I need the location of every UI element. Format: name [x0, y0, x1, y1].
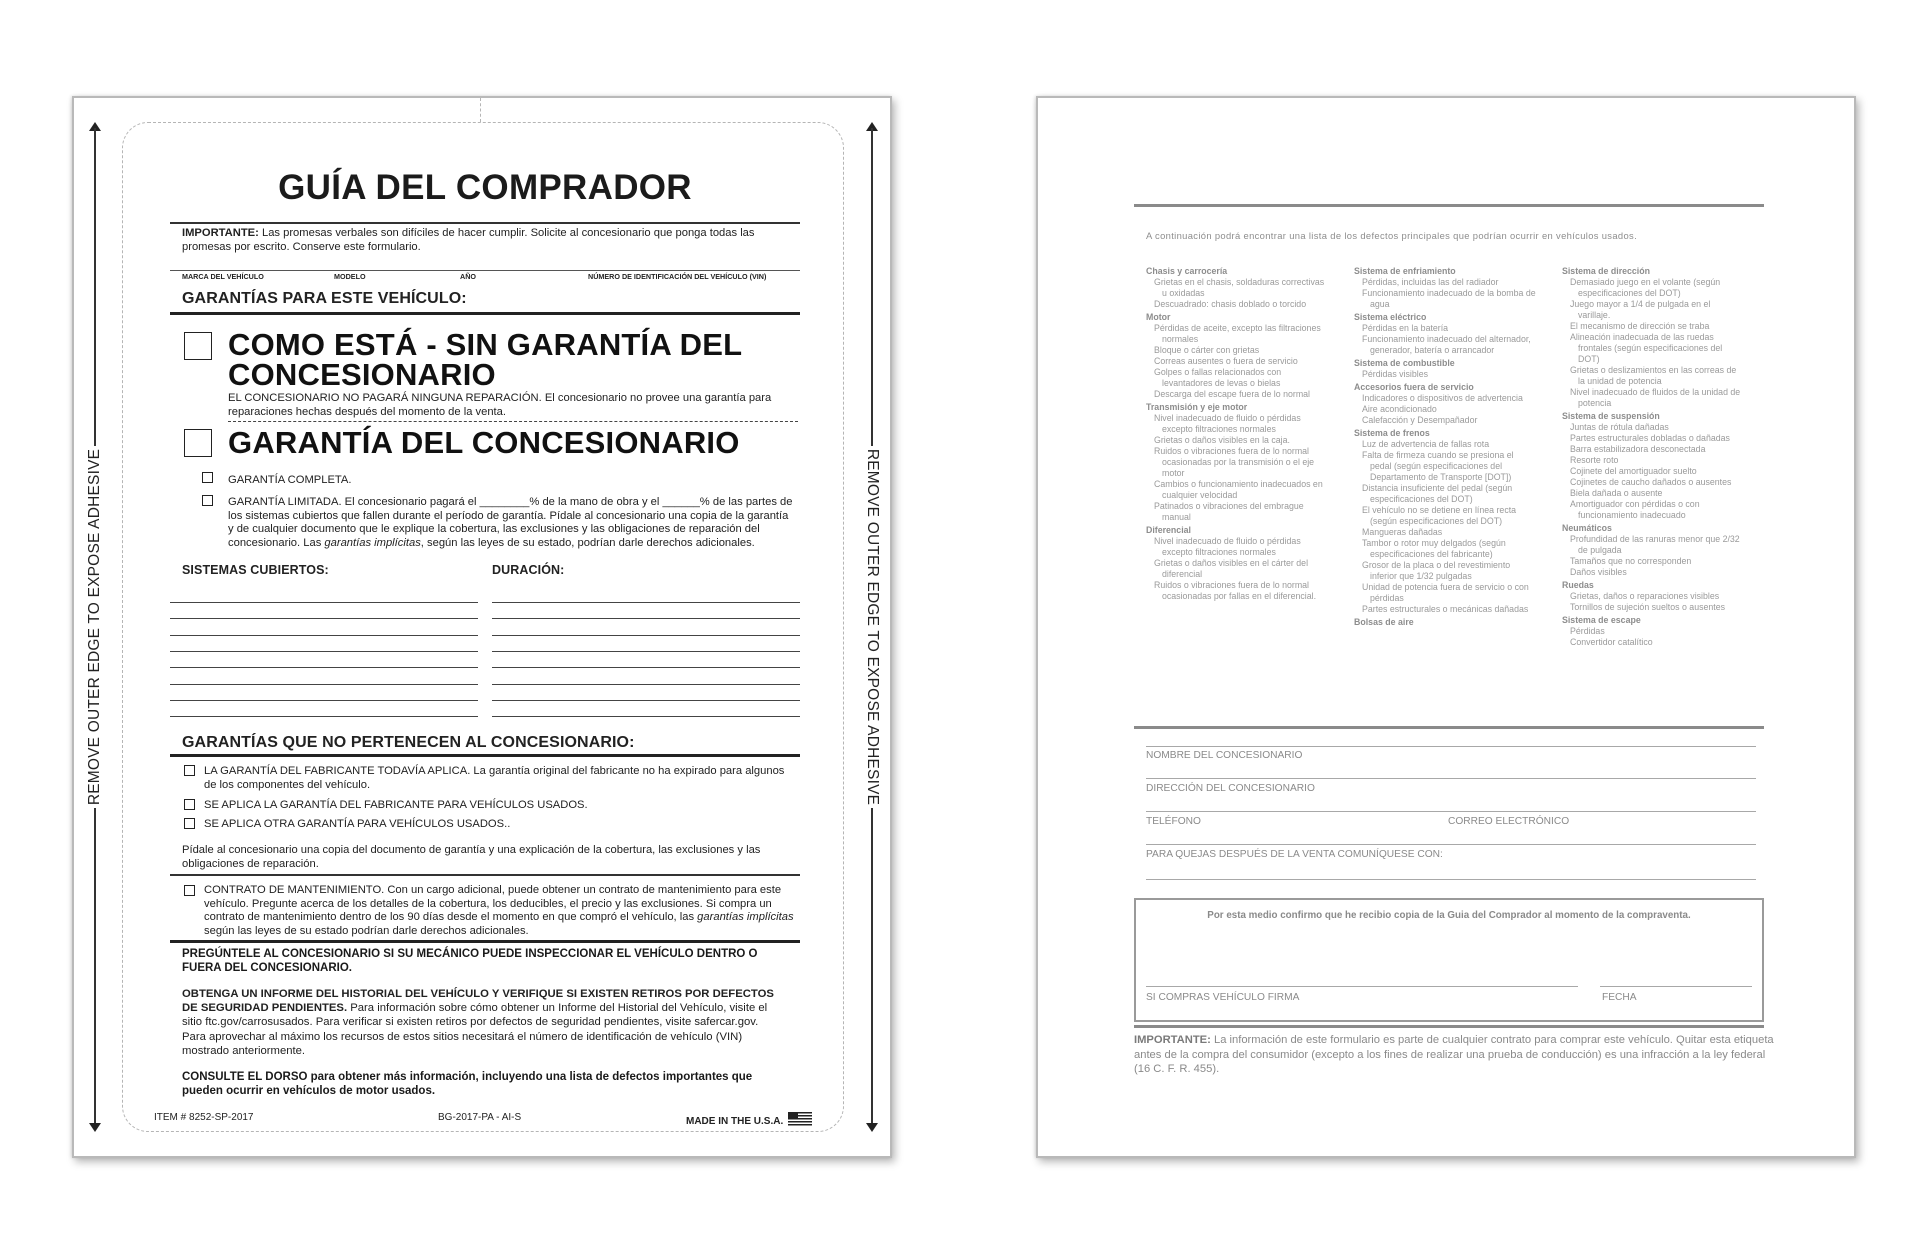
defect-category: Ruedas — [1562, 580, 1594, 590]
limited-warranty-checkbox[interactable] — [202, 495, 213, 506]
defect-category: Sistema de suspensión — [1562, 411, 1660, 421]
left-peel-instruction — [80, 122, 110, 1132]
dealer-warranty-checkbox[interactable] — [184, 429, 212, 457]
used-vehicle-manufacturer-warranty-text: SE APLICA LA GARANTÍA DEL FABRICANTE PARA VEHÍCULOS USADOS. — [204, 799, 588, 811]
perforation-notch — [480, 98, 481, 122]
buyers-guide-back — [1036, 96, 1856, 1158]
defect-item: Aire acondicionado — [1362, 404, 1437, 414]
defect-item: Resorte roto — [1570, 455, 1619, 465]
defect-item: Grosor de la placa o del revestimiento inferior que 1/32 pulgadas — [1362, 560, 1511, 581]
defect-item: Patinados o vibraciones del embrague manual — [1154, 501, 1304, 522]
divider — [170, 874, 800, 876]
defect-item: Grietas, daños o reparaciones visibles — [1570, 591, 1720, 601]
made-in-usa-label: MADE IN THE U.S.A. — [686, 1116, 784, 1127]
form-code: BG-2017-PA - AI-S — [438, 1112, 522, 1123]
defect-item: Partes estructurales o mecánicas dañadas — [1362, 604, 1529, 614]
defect-item: Grietas o daños visibles en la caja. — [1154, 435, 1290, 445]
defect-item: Pérdidas, incluidas las del radiador — [1362, 277, 1499, 287]
defect-item: Convertidor catalítico — [1570, 637, 1653, 647]
divider — [170, 312, 800, 315]
defect-item: Alineación inadecuada de las ruedas frontales (según especificaciones del DOT) — [1570, 332, 1723, 364]
defect-item: Amortiguador con pérdidas o con funcionamiento inadecuado — [1570, 499, 1700, 520]
back-important-notice — [1134, 1033, 1774, 1077]
duration-line[interactable] — [492, 635, 800, 636]
defect-item: Falta de firmeza cuando se presiona el pedal (según especificaciones del Departamento de Transporte [DOT]) — [1362, 450, 1514, 482]
divider — [170, 754, 800, 757]
complaints-line[interactable] — [1146, 844, 1756, 845]
ask-copy-text: Pídale al concesionario una copia del documento de garantía y una explicación de la cobertura, las exclusiones y las obligaciones de reparación. — [182, 844, 761, 870]
defect-category: Sistema de combustible — [1354, 358, 1455, 368]
defect-item: Juego mayor a 1/4 de pulgada en el varillaje. — [1570, 299, 1711, 320]
warranties-heading: GARANTÍAS PARA ESTE VEHÍCULO: — [182, 290, 467, 307]
manufacturer-warranty-checkbox[interactable] — [184, 765, 195, 776]
dashed-separator — [228, 421, 798, 422]
as-is-checkbox[interactable] — [184, 332, 212, 360]
back-important-label: IMPORTANTE: — [1134, 1034, 1211, 1046]
defect-item: Unidad de potencia fuera de servicio o con pérdidas — [1362, 582, 1529, 603]
as-is-heading-line2: CONCESIONARIO — [228, 357, 496, 392]
defect-item: Cojinetes de caucho dañados o ausentes — [1570, 477, 1732, 487]
signature-line[interactable] — [1146, 986, 1578, 987]
defect-item: Mangueras dañadas — [1362, 527, 1443, 537]
defect-item: Ruidos o vibraciones fuera de lo normal ocasionadas por la transmisión o el eje motor — [1154, 446, 1315, 478]
receipt-confirmation-box — [1134, 898, 1764, 1022]
service-contract-text-b: según las leyes de su estado podrían darle derechos adicionales. — [204, 924, 529, 937]
full-warranty-checkbox[interactable] — [202, 472, 213, 483]
dealer-warranty-heading: GARANTÍA DEL CONCESIONARIO — [228, 425, 740, 460]
defect-category: Chasis y carrocería — [1146, 266, 1228, 276]
defect-item: Nivel inadecuado de fluido o pérdidas excepto filtraciones normales — [1154, 413, 1301, 434]
defect-item: Grietas en el chasis, soldaduras correctivas u oxidadas — [1154, 277, 1325, 298]
duration-line[interactable] — [492, 667, 800, 668]
see-back-notice: CONSULTE EL DORSO para obtener más información, incluyendo una lista de defectos importantes que pueden ocurrir en vehículos de motor usados. — [182, 1071, 753, 1098]
vehicle-field-labels — [170, 272, 800, 284]
complaints-label: PARA QUEJAS DESPUÉS DE LA VENTA COMUNÍQUESE CON: — [1146, 849, 1443, 860]
other-used-vehicle-warranty-text: SE APLICA OTRA GARANTÍA PARA VEHÍCULOS USADOS.. — [204, 818, 511, 830]
defect-item: Pérdidas — [1570, 626, 1605, 636]
defect-item: Grietas o deslizamientos en las correas de la unidad de potencia — [1570, 365, 1737, 386]
dealer-name-line[interactable] — [1146, 746, 1756, 747]
defect-category: Sistema de enfriamiento — [1354, 266, 1456, 276]
vehicle-history-text: Para información sobre cómo obtener un Informe del Historial del Vehículo, visite el sitio ftc.gov/carrosusados. Para verificar si existen retiros por defectos de seguridad pendientes, visite safercar.gov. Para aprovechar al máximo los recursos de estos sitios necesitará el número de identificación de vehículo (VIN) mostrado anteriormente. — [182, 1002, 768, 1057]
duration-line[interactable] — [492, 602, 800, 603]
limited-warranty-text-b: , según las leyes de su estado, podrían darle derechos adicionales. — [420, 536, 755, 549]
peel-text: REMOVE OUTER EDGE TO EXPOSE ADHESIVE — [864, 448, 881, 806]
defects-column — [1354, 264, 1548, 648]
duration-line[interactable] — [492, 684, 800, 685]
defect-item: Grietas o daños visibles en el cárter del diferencial — [1154, 558, 1309, 579]
defect-item: Descuadrado: chasis doblado o torcido — [1154, 299, 1307, 309]
defect-item: Luz de advertencia de fallas rota — [1362, 439, 1490, 449]
defects-column — [1146, 264, 1340, 648]
manufacturer-warranty-text: LA GARANTÍA DEL FABRICANTE TODAVÍA APLICA. La garantía original del fabricante no ha expirado para algunos de los componentes del vehículo. — [204, 765, 785, 791]
defects-list — [1146, 264, 1756, 648]
defect-item: Daños visibles — [1570, 567, 1627, 577]
dealer-address-label: DIRECCIÓN DEL CONCESIONARIO — [1146, 783, 1315, 794]
defect-category: Neumáticos — [1562, 523, 1612, 533]
defect-category: Sistema de dirección — [1562, 266, 1651, 276]
defect-item: Distancia insuficiente del pedal (según especificaciones del DOT) — [1362, 483, 1513, 504]
label-make: MARCA DEL VEHÍCULO — [182, 272, 264, 281]
vehicle-history-bold: OBTENGA UN INFORME DEL HISTORIAL DEL VEHÍCULO Y VERIFIQUE SI EXISTEN RETIROS POR DEFECTOS DE SEGURIDAD PENDIENTES. — [182, 988, 774, 1015]
defect-item: Calefacción y Desempañador — [1362, 415, 1478, 425]
systems-covered-line[interactable] — [170, 684, 478, 685]
implied-warranties-italic: garantías implícitas — [697, 911, 794, 924]
important-label: IMPORTANTE: — [182, 227, 259, 239]
page-title: GUÍA DEL COMPRADOR — [278, 168, 692, 207]
duration-line[interactable] — [492, 700, 800, 701]
buyers-guide-front — [72, 96, 892, 1158]
defect-item: Golpes o fallas relacionados con levantadores de levas o bielas — [1154, 367, 1282, 388]
defect-item: Cojinete del amortiguador suelto — [1570, 466, 1697, 476]
divider — [170, 940, 800, 943]
signature-label: SI COMPRAS VEHÍCULO FIRMA — [1146, 992, 1300, 1003]
important-notice — [182, 226, 782, 254]
systems-covered-line[interactable] — [170, 618, 478, 619]
other-used-vehicle-warranty-checkbox[interactable] — [184, 818, 195, 829]
label-vin: NÚMERO DE IDENTIFICACIÓN DEL VEHÍCULO (VIN) — [588, 272, 767, 281]
defect-item: Bloque o cárter con grietas — [1154, 345, 1260, 355]
defect-item: El vehículo no se detiene en línea recta (según especificaciones del DOT) — [1362, 505, 1517, 526]
defect-item: Demasiado juego en el volante (según especificaciones del DOT) — [1570, 277, 1721, 298]
divider — [1134, 726, 1764, 729]
arrow-down-icon — [89, 1123, 101, 1132]
duration-line[interactable] — [492, 716, 800, 717]
service-contract-text — [204, 884, 796, 938]
defect-item: Indicadores o dispositivos de advertencia — [1362, 393, 1523, 403]
as-is-heading-line1: COMO ESTÁ - SIN GARANTÍA DEL — [228, 327, 743, 362]
duration-label: DURACIÓN: — [492, 563, 565, 577]
defects-intro: A continuación podrá encontrar una lista de los defectos principales que podrían ocurrir en vehículos usados. — [1146, 230, 1638, 241]
as-is-heading — [228, 327, 808, 392]
defect-item: Biela dañada o ausente — [1570, 488, 1663, 498]
defect-item: Tambor o rotor muy delgados (según especificaciones del fabricante) — [1362, 538, 1506, 559]
date-label: FECHA — [1602, 992, 1637, 1003]
systems-covered-line[interactable] — [170, 667, 478, 668]
defect-category: Sistema de frenos — [1354, 428, 1430, 438]
defect-item: Pérdidas visibles — [1362, 369, 1429, 379]
systems-covered-line[interactable] — [170, 602, 478, 603]
defect-category: Diferencial — [1146, 525, 1191, 535]
defect-item: Cambios o funcionamiento inadecuados en cualquier velocidad — [1154, 479, 1323, 500]
divider — [170, 222, 800, 224]
date-line[interactable] — [1600, 986, 1752, 987]
systems-covered-line[interactable] — [170, 651, 478, 652]
defect-category: Sistema de escape — [1562, 615, 1641, 625]
non-dealer-warranties-heading: GARANTÍAS QUE NO PERTENECEN AL CONCESIONARIO: — [182, 734, 635, 751]
implied-warranties-italic: garantías implícitas — [324, 536, 421, 549]
us-flag-icon — [788, 1112, 812, 1126]
made-in-usa — [686, 1112, 812, 1127]
systems-covered-label: SISTEMAS CUBIERTOS: — [182, 563, 329, 577]
systems-covered-line[interactable] — [170, 635, 478, 636]
defect-category: Bolsas de aire — [1354, 617, 1414, 627]
arrow-shaft — [94, 128, 96, 446]
label-model: MODELO — [334, 272, 366, 281]
phone-email-line[interactable] — [1146, 811, 1756, 812]
divider — [1134, 1025, 1764, 1028]
back-important-text: La información de este formulario es parte de cualquier contrato para comprar este vehículo. Quitar esta etiqueta antes de la compra del consumidor (excepto a los fines de realizar una prueba de conducción) es una infracción a la ley federal (16 C. F. R. 455). — [1134, 1034, 1774, 1075]
phone-label: TELÉFONO — [1146, 816, 1201, 827]
systems-covered-line[interactable] — [170, 700, 478, 701]
defect-item: Juntas de rótula dañadas — [1570, 422, 1669, 432]
defect-item: El mecanismo de dirección se traba — [1570, 321, 1710, 331]
defect-item: Tornillos de sujeción sueltos o ausentes — [1570, 602, 1726, 612]
duration-line[interactable] — [492, 651, 800, 652]
dealer-address-line[interactable] — [1146, 778, 1756, 779]
full-warranty-label: GARANTÍA COMPLETA. — [228, 474, 352, 486]
complaints-contact-line[interactable] — [1146, 879, 1756, 880]
limited-warranty-text-a: GARANTÍA LIMITADA. El concesionario pagará el ________% de la mano de obra y el ______% de las partes de los sistemas cubiertos que fallen durante el período de garantía. Pídale al concesionario una copia de la garantía y de cualquier documento que le explique la cobertura, las exclusiones y las obligaciones de reparación del concesionario. Las — [228, 496, 793, 549]
systems-covered-line[interactable] — [170, 716, 478, 717]
defect-category: Motor — [1146, 312, 1171, 322]
defect-item: Funcionamiento inadecuado del alternador, generador, batería o arrancador — [1362, 334, 1531, 355]
used-vehicle-manufacturer-warranty-checkbox[interactable] — [184, 799, 195, 810]
arrow-shaft — [871, 808, 873, 1126]
defect-category: Accesorios fuera de servicio — [1354, 382, 1474, 392]
defect-item: Descarga del escape fuera de lo normal — [1154, 389, 1310, 399]
service-contract-checkbox[interactable] — [184, 885, 195, 896]
defect-item: Pérdidas en la batería — [1362, 323, 1449, 333]
as-is-text: EL CONCESIONARIO NO PAGARÁ NINGUNA REPARACIÓN. El concesionario no provee una garantía para reparaciones hechas después del momento de la venta. — [228, 392, 772, 418]
defect-item: Partes estructurales dobladas o dañadas — [1570, 433, 1730, 443]
arrow-shaft — [871, 128, 873, 446]
confirmation-text: Por esta medio confirmo que he recibio copia de la Guia del Comprador al momento de la compraventa. — [1207, 910, 1691, 921]
item-number: ITEM # 8252-SP-2017 — [154, 1112, 254, 1123]
defect-item: Nivel inadecuado de fluidos de la unidad de potencia — [1570, 387, 1741, 408]
defect-item: Nivel inadecuado de fluido o pérdidas excepto filtraciones normales — [1154, 536, 1301, 557]
duration-line[interactable] — [492, 618, 800, 619]
peel-text: REMOVE OUTER EDGE TO EXPOSE ADHESIVE — [86, 448, 103, 806]
vehicle-history-notice — [182, 987, 784, 1058]
defect-item: Funcionamiento inadecuado de la bomba de agua — [1362, 288, 1536, 309]
email-label: CORREO ELECTRÓNICO — [1448, 816, 1570, 827]
defect-item: Barra estabilizadora desconectada — [1570, 444, 1706, 454]
right-peel-instruction — [857, 122, 887, 1132]
defects-column — [1562, 264, 1756, 648]
service-contract-text-a: CONTRATO DE MANTENIMIENTO. Con un cargo adicional, puede obtener un contrato de mantenimiento para este vehículo. Pregunte acerca de los detalles de la cobertura, los deducibles, el precio y las exclusiones. Si compra un contrato de mantenimiento dentro de los 90 días desde el momento en que compró el vehículo, las — [204, 884, 782, 924]
defect-item: Pérdidas de aceite, excepto las filtraciones normales — [1154, 323, 1321, 344]
defect-item: Tamaños que no corresponden — [1570, 556, 1692, 566]
defect-item: Profundidad de las ranuras menor que 2/32 de pulgada — [1570, 534, 1740, 555]
defect-item: Correas ausentes o fuera de servicio — [1154, 356, 1298, 366]
limited-warranty-text — [228, 496, 794, 550]
vehicle-info-line[interactable] — [170, 270, 800, 271]
label-year: AÑO — [460, 272, 476, 281]
important-text: Las promesas verbales son difíciles de hacer cumplir. Solicite al concesionario que ponga todas las promesas por escrito. Conserve este formulario. — [182, 227, 755, 253]
inspection-notice: PREGÚNTELE AL CONCESIONARIO SI SU MECÁNICO PUEDE INSPECCIONAR EL VEHÍCULO DENTRO O FUERA DEL CONCESIONARIO. — [182, 948, 758, 975]
defect-item: Ruidos o vibraciones fuera de lo normal ocasionadas por fallas en el diferencial. — [1154, 580, 1317, 601]
arrow-shaft — [94, 808, 96, 1126]
defect-category: Transmisión y eje motor — [1146, 402, 1248, 412]
divider — [1134, 204, 1764, 207]
dealer-name-label: NOMBRE DEL CONCESIONARIO — [1146, 750, 1303, 761]
defect-category: Sistema eléctrico — [1354, 312, 1427, 322]
arrow-down-icon — [866, 1123, 878, 1132]
